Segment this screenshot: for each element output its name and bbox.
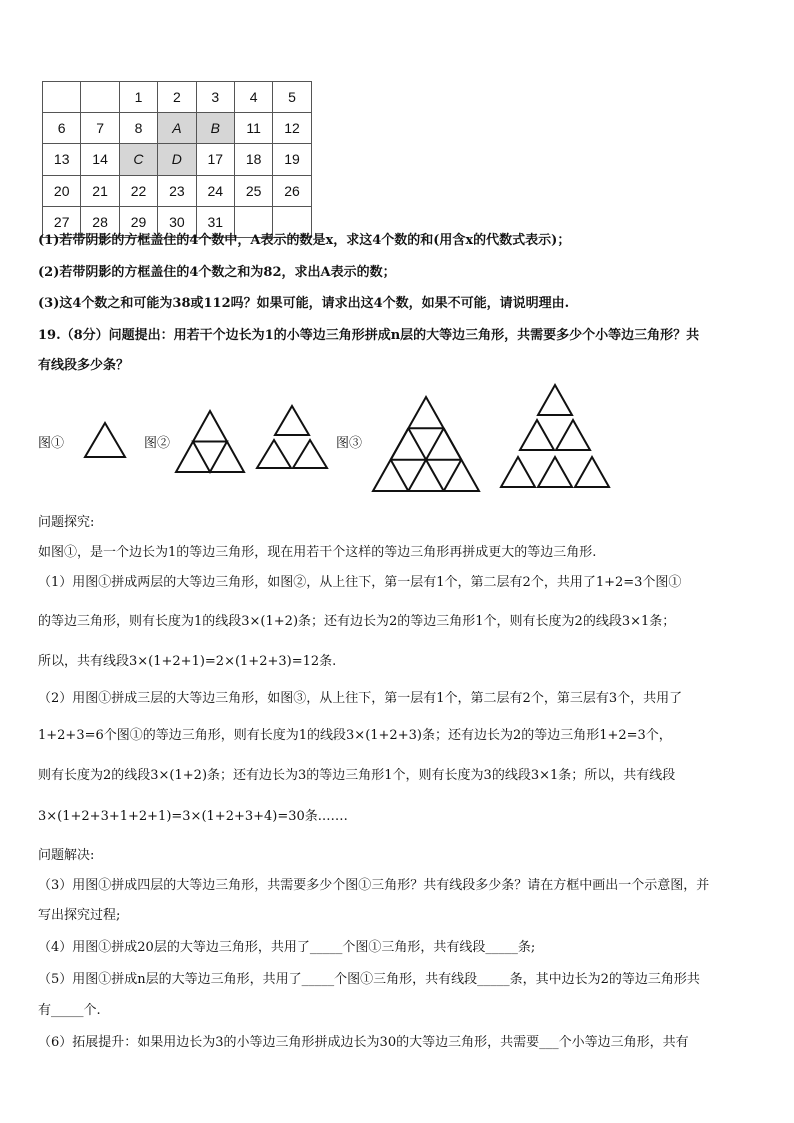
q18-part1: (1)若带阴影的方框盖住的4个数中，A表示的数是x，求这4个数的和(用含x的代数式表示)； [38, 233, 571, 248]
table-cell: 30 [158, 206, 196, 237]
step3-line1: （3）用图①拼成四层的大等边三角形，共需要多少个图①三角形？共有线段多少条？请在方框中画出一个示意图，并 [38, 878, 710, 893]
q19-header-line1: 19.（8分）问题提出：用若干个边长为1的小等边三角形拼成n层的大等边三角形，共需要多少个小等边三角形？共 [38, 328, 700, 343]
table-cell: 17 [196, 144, 234, 175]
table-cell: D [158, 144, 196, 175]
table-cell: C [119, 144, 157, 175]
table-cell: 12 [273, 113, 311, 144]
table-cell: 4 [234, 82, 272, 113]
solve-heading: 问题解决: [38, 848, 95, 863]
fig2-decomposition [254, 402, 330, 470]
fig3-label: 图③ [336, 436, 363, 451]
table-cell: 28 [81, 206, 119, 237]
fig1-triangle [82, 420, 128, 462]
step4-line: （4）用图①拼成20层的大等边三角形，共用了_____个图①三角形，共有线段_____条; [38, 940, 536, 955]
step5-line2: 有_____个. [38, 1003, 101, 1018]
table-cell: 13 [43, 144, 81, 175]
fig2-label: 图② [144, 436, 171, 451]
table-cell: 14 [81, 144, 119, 175]
table-cell: 26 [273, 175, 311, 206]
step3-line2: 写出探究过程; [38, 908, 121, 923]
step5-line1: （5）用图①拼成n层的大等边三角形，共用了_____个图①三角形，共有线段_____条，其中边长为2的等边三角形共 [38, 972, 700, 987]
table-cell: 3 [196, 82, 234, 113]
table-cell: 24 [196, 175, 234, 206]
step2-line4: 3×(1+2+3+1+2+1)=3×(1+2+3+4)=30条.…… [38, 809, 348, 824]
step1-line1: （1）用图①拼成两层的大等边三角形，如图②，从上往下，第一层有1个，第二层有2个，共用了1+2=3个图① [38, 575, 682, 590]
q18-part3: (3)这4个数之和可能为38或112吗？如果可能，请求出这4个数，如果不可能，请说明理由. [38, 296, 570, 311]
table-cell: 2 [158, 82, 196, 113]
calendar-table [42, 81, 312, 238]
table-cell: B [196, 113, 234, 144]
table-cell: 22 [119, 175, 157, 206]
table-cell: 6 [43, 113, 81, 144]
step6-line: （6）拓展提升：如果用边长为3的小等边三角形拼成边长为30的大等边三角形，共需要___个小等边三角形，共有 [38, 1035, 689, 1050]
step1-line3: 所以，共有线段3×(1+2+1)=2×(1+2+3)=12条. [38, 654, 337, 669]
step2-line2: 1+2+3=6个图①的等边三角形，则有长度为1的线段3×(1+2+3)条；还有边长为2的等边三角形1+2=3个， [38, 728, 672, 743]
table-cell: 8 [119, 113, 157, 144]
table-cell: 20 [43, 175, 81, 206]
step2-line1: （2）用图①拼成三层的大等边三角形，如图③，从上往下，第一层有1个，第二层有2个，第三层有3个，共用了 [38, 691, 683, 706]
table-cell: 25 [234, 175, 272, 206]
q19-header-line2: 有线段多少条？ [38, 358, 130, 373]
fig3-three-layer-triangle [370, 394, 482, 494]
q18-part2: (2)若带阴影的方框盖住的4个数之和为82，求出A表示的数； [38, 265, 396, 280]
table-row [43, 113, 312, 144]
table-cell: 23 [158, 175, 196, 206]
intro-text: 如图①，是一个边长为1的等边三角形，现在用若干个这样的等边三角形再拼成更大的等边三角形. [38, 545, 597, 560]
explore-heading: 问题探究: [38, 515, 95, 530]
fig1-label: 图① [38, 436, 65, 451]
step2-line3: 则有长度为2的线段3×(1+2)条；还有边长为3的等边三角形1个，则有长度为3的线段3×1条；所以，共有线段 [38, 768, 676, 783]
table-cell: 19 [273, 144, 311, 175]
step1-line2: 的等边三角形，则有长度为1的线段3×(1+2)条；还有边长为2的等边三角形1个，则有长度为2的线段3×1条； [38, 614, 676, 629]
table-cell: 18 [234, 144, 272, 175]
table-cell: 31 [196, 206, 234, 237]
table-row [43, 82, 312, 113]
table-cell: 27 [43, 206, 81, 237]
table-cell: A [158, 113, 196, 144]
table-cell: 1 [119, 82, 157, 113]
table-cell [43, 82, 81, 113]
table-cell: 5 [273, 82, 311, 113]
table-row [43, 144, 312, 175]
fig2-two-layer-triangle [170, 408, 250, 476]
table-cell: 29 [119, 206, 157, 237]
table-cell: 21 [81, 175, 119, 206]
table-cell: 7 [81, 113, 119, 144]
table-row [43, 175, 312, 206]
table-cell [81, 82, 119, 113]
table-cell: 11 [234, 113, 272, 144]
fig3-decomposition [496, 382, 614, 492]
